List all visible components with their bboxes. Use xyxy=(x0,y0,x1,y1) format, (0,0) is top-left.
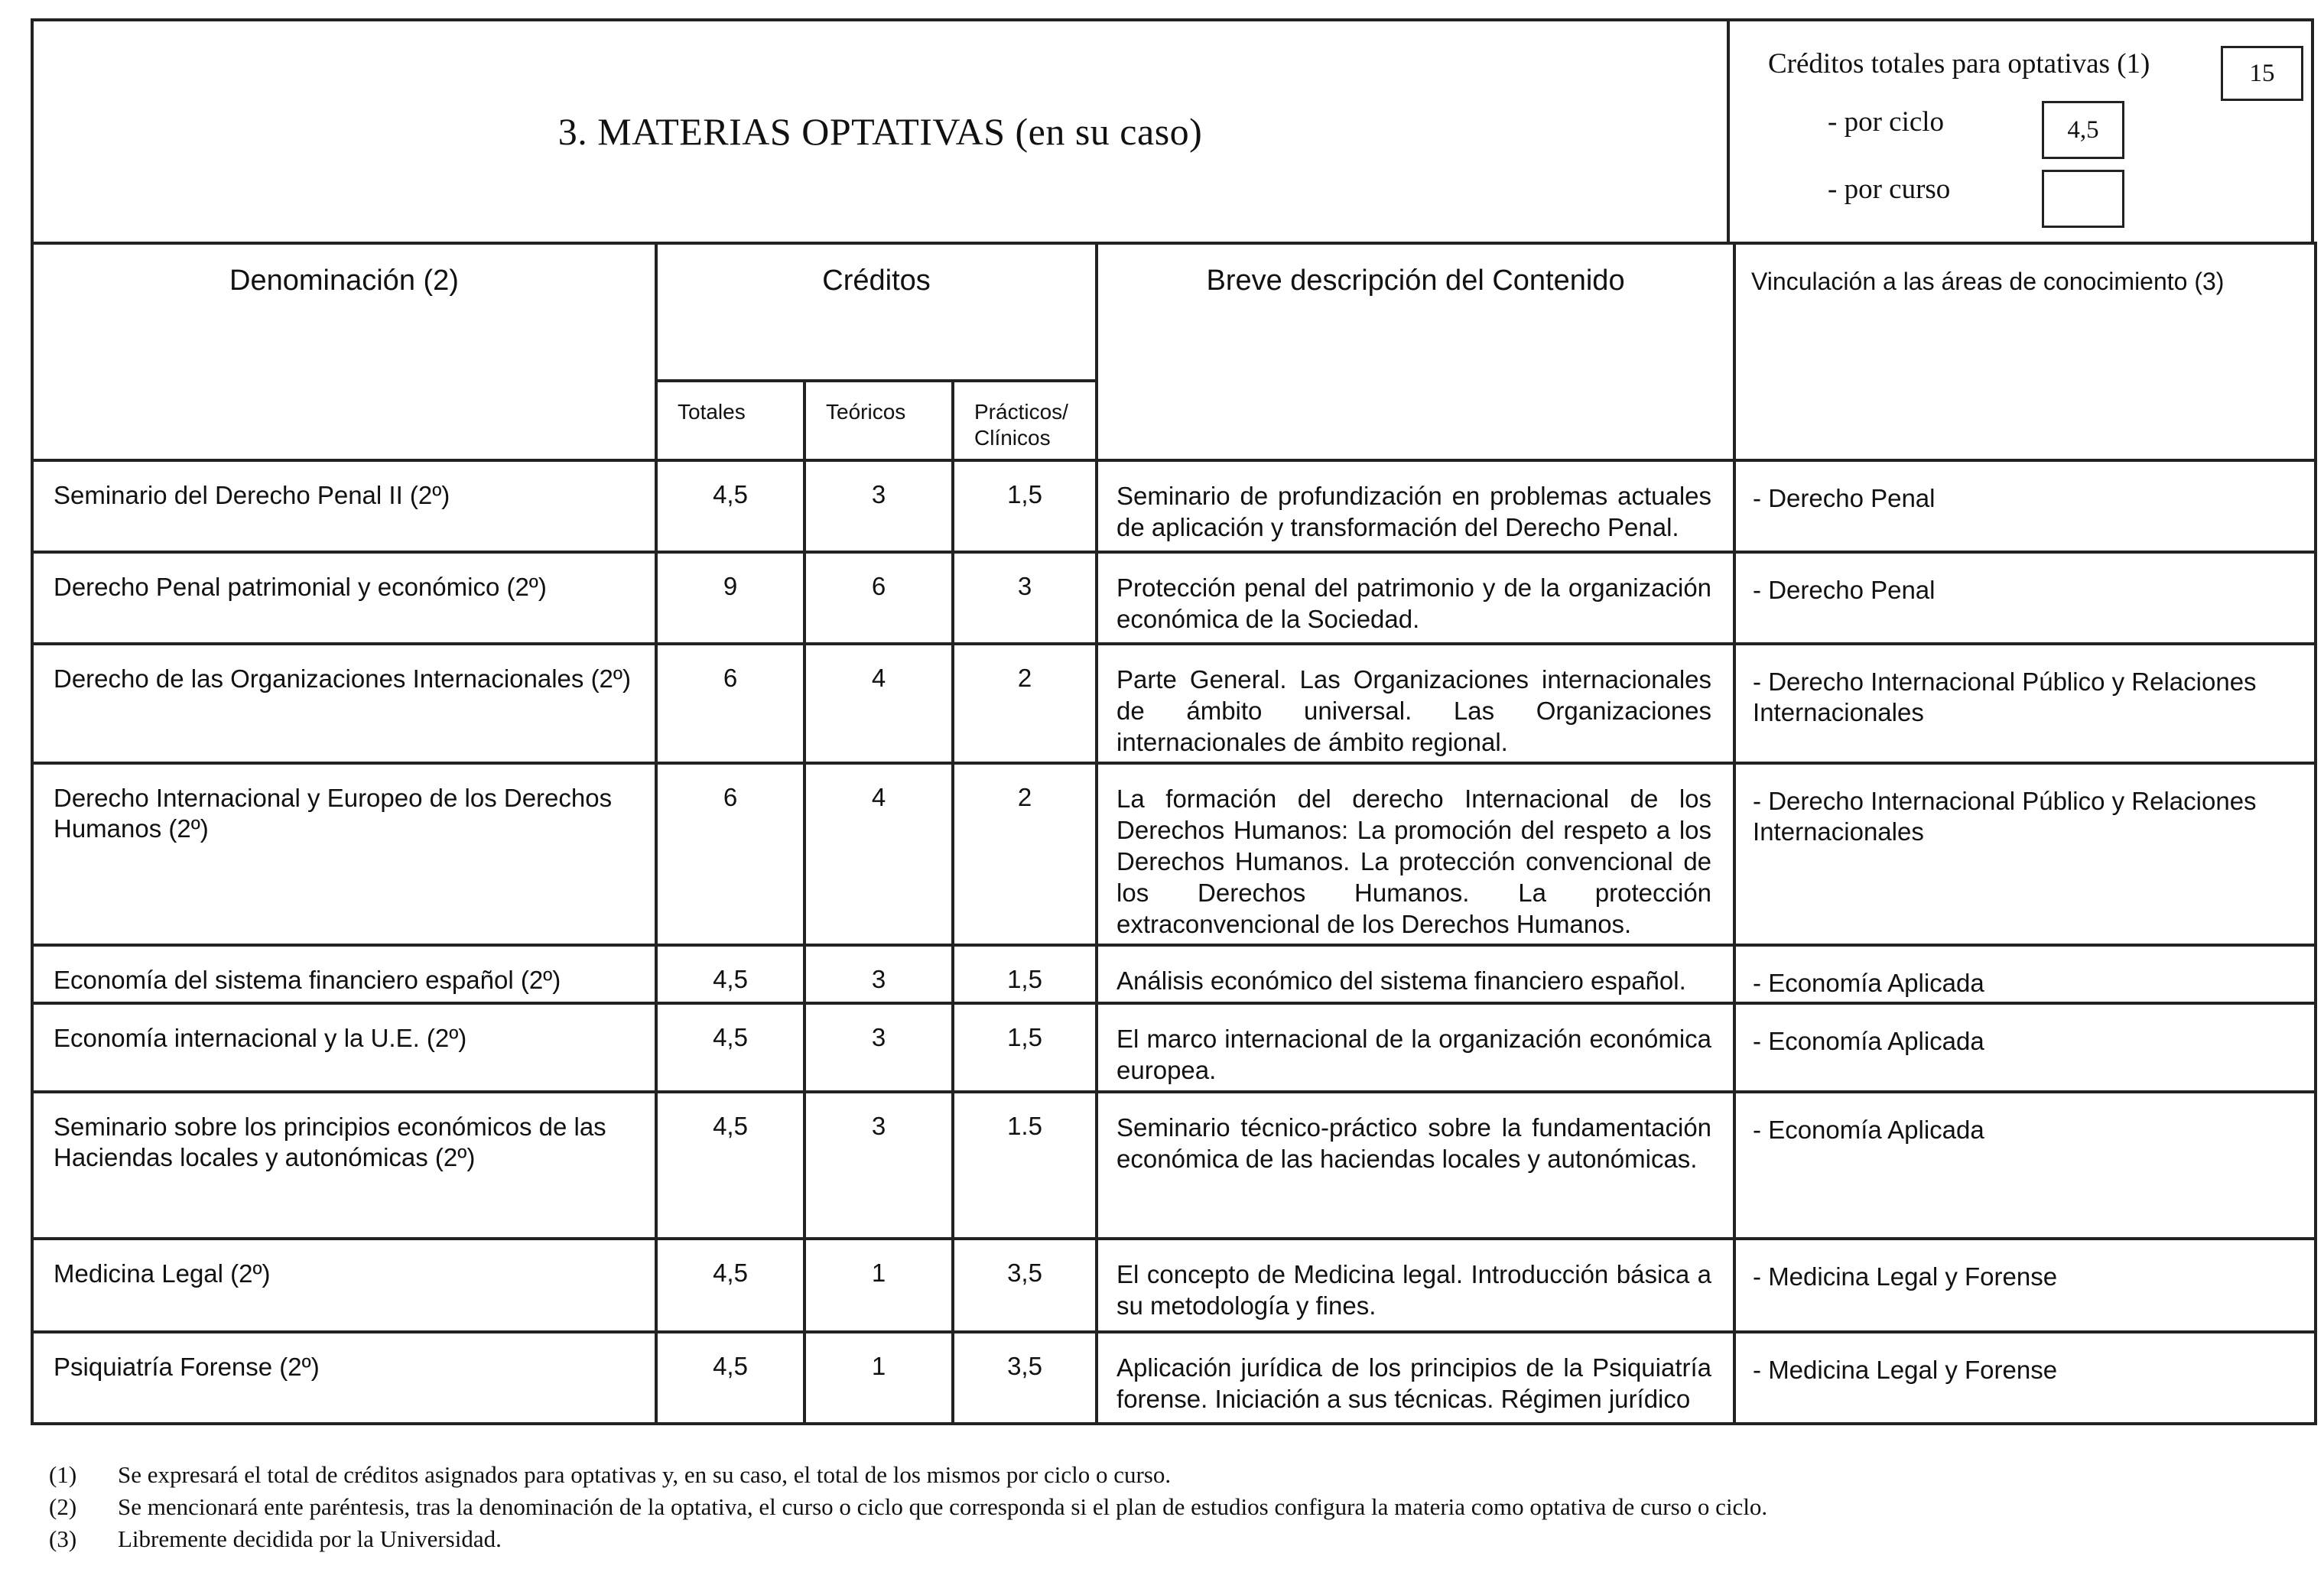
form-frame xyxy=(31,18,2314,1425)
page-title: 3. MATERIAS OPTATIVAS (en su caso) xyxy=(557,110,1203,153)
footnote-number: (3) xyxy=(49,1525,77,1552)
footnote xyxy=(49,1459,1767,1491)
creditos-totales-box xyxy=(2221,46,2303,101)
footnote-text: Se expresará el total de créditos asignados para optativas y, en su caso, el total de los mismos por ciclo o curso. xyxy=(118,1461,1172,1488)
creditos-totales-label: Créditos totales para optativas (1) xyxy=(1768,48,2150,80)
row-name: Seminario del Derecho Penal II (2º) xyxy=(32,460,656,552)
row-name: Seminario sobre los principios económicos de las Haciendas locales y autonómicas (2º) xyxy=(32,1092,656,1239)
por-ciclo-label: - por ciclo xyxy=(1828,106,1945,138)
col-totales: Totales xyxy=(656,381,804,460)
row-teoricos: 6 xyxy=(804,552,953,644)
row-teoricos: 3 xyxy=(804,945,953,1003)
table-row xyxy=(32,1332,2316,1424)
row-totales: 6 xyxy=(656,644,804,763)
row-area: - Economía Aplicada xyxy=(1734,1003,2316,1092)
por-curso-label: - por curso xyxy=(1828,174,1951,205)
row-teoricos: 3 xyxy=(804,1092,953,1239)
row-descripcion: Seminario de profundización en problemas actuales de aplicación y transformación del Derecho Penal. xyxy=(1097,460,1734,552)
row-name: Medicina Legal (2º) xyxy=(32,1239,656,1332)
por-ciclo-box xyxy=(2042,101,2124,159)
footnote-text: Libremente decidida por la Universidad. xyxy=(118,1525,502,1552)
row-practicos: 1,5 xyxy=(953,1003,1097,1092)
row-totales: 4,5 xyxy=(656,945,804,1003)
optativas-table xyxy=(31,242,2317,1425)
table-row xyxy=(32,552,2316,644)
row-descripcion: Parte General. Las Organizaciones internacionales de ámbito universal. Las Organizaciones internacionales de ámbito regional. xyxy=(1097,644,1734,763)
row-totales: 9 xyxy=(656,552,804,644)
row-area: - Medicina Legal y Forense xyxy=(1734,1239,2316,1332)
row-area: - Derecho Internacional Público y Relaciones Internacionales xyxy=(1734,644,2316,763)
table-row xyxy=(32,763,2316,945)
row-practicos: 2 xyxy=(953,644,1097,763)
row-area: - Economía Aplicada xyxy=(1734,1092,2316,1239)
row-descripcion: El marco internacional de la organización económica europea. xyxy=(1097,1003,1734,1092)
row-totales: 4,5 xyxy=(656,460,804,552)
row-practicos: 3 xyxy=(953,552,1097,644)
col-denominacion: Denominación (2) xyxy=(32,243,656,460)
row-name: Economía internacional y la U.E. (2º) xyxy=(32,1003,656,1092)
footnotes xyxy=(49,1459,1767,1555)
col-creditos: Créditos xyxy=(656,243,1097,381)
header-section xyxy=(31,18,2314,242)
row-name: Derecho de las Organizaciones Internacionales (2º) xyxy=(32,644,656,763)
row-descripcion: Protección penal del patrimonio y de la organización económica de la Sociedad. xyxy=(1097,552,1734,644)
footnote-number: (1) xyxy=(49,1461,77,1488)
row-name: Psiquiatría Forense (2º) xyxy=(32,1332,656,1424)
col-vinculacion: Vinculación a las áreas de conocimiento (3) xyxy=(1734,243,2316,460)
row-practicos: 1,5 xyxy=(953,460,1097,552)
row-practicos: 1.5 xyxy=(953,1092,1097,1239)
footnote xyxy=(49,1491,1767,1523)
row-practicos: 3,5 xyxy=(953,1239,1097,1332)
row-teoricos: 1 xyxy=(804,1332,953,1424)
creditos-totales-value: 15 xyxy=(2249,59,2275,87)
row-descripcion: Aplicación jurídica de los principios de la Psiquiatría forense. Iniciación a sus técnicas. Régimen jurídico xyxy=(1097,1332,1734,1424)
title-cell xyxy=(34,21,1730,242)
row-teoricos: 3 xyxy=(804,1003,953,1092)
row-area: - Derecho Penal xyxy=(1734,460,2316,552)
row-totales: 4,5 xyxy=(656,1092,804,1239)
row-descripcion: Seminario técnico-práctico sobre la fundamentación económica de las haciendas locales y autonómicas. xyxy=(1097,1092,1734,1239)
row-practicos: 2 xyxy=(953,763,1097,945)
row-name: Economía del sistema financiero español (2º) xyxy=(32,945,656,1003)
row-name: Derecho Penal patrimonial y económico (2º) xyxy=(32,552,656,644)
table-row xyxy=(32,1003,2316,1092)
row-teoricos: 4 xyxy=(804,644,953,763)
row-area: - Medicina Legal y Forense xyxy=(1734,1332,2316,1424)
por-ciclo-value: 4,5 xyxy=(2067,115,2099,144)
footnote-text: Se mencionará ente paréntesis, tras la denominación de la optativa, el curso o ciclo que corresponda si el plan de estudios configura la materia como optativa de curso o ciclo. xyxy=(118,1493,1768,1520)
row-area: - Economía Aplicada xyxy=(1734,945,2316,1003)
row-practicos: 1,5 xyxy=(953,945,1097,1003)
footnote-number: (2) xyxy=(49,1493,77,1520)
row-descripcion: El concepto de Medicina legal. Introducción básica a su metodología y fines. xyxy=(1097,1239,1734,1332)
col-teoricos: Teóricos xyxy=(804,381,953,460)
row-totales: 4,5 xyxy=(656,1239,804,1332)
row-area: - Derecho Penal xyxy=(1734,552,2316,644)
col-descripcion: Breve descripción del Contenido xyxy=(1097,243,1734,460)
footnote xyxy=(49,1523,1767,1555)
table-row xyxy=(32,945,2316,1003)
row-name: Derecho Internacional y Europeo de los Derechos Humanos (2º) xyxy=(32,763,656,945)
row-totales: 6 xyxy=(656,763,804,945)
table-row xyxy=(32,644,2316,763)
row-teoricos: 4 xyxy=(804,763,953,945)
table-row xyxy=(32,1092,2316,1239)
table-row xyxy=(32,1239,2316,1332)
row-teoricos: 1 xyxy=(804,1239,953,1332)
row-descripcion: La formación del derecho Internacional de los Derechos Humanos: La promoción del respeto a los Derechos Humanos. La protección convencional de los Derechos Humanos. La protección extraconvencional de los Derechos Humanos. xyxy=(1097,763,1734,945)
row-area: - Derecho Internacional Público y Relaciones Internacionales xyxy=(1734,763,2316,945)
row-totales: 4,5 xyxy=(656,1003,804,1092)
row-totales: 4,5 xyxy=(656,1332,804,1424)
row-practicos: 3,5 xyxy=(953,1332,1097,1424)
table-row xyxy=(32,460,2316,552)
por-curso-box xyxy=(2042,170,2124,228)
row-teoricos: 3 xyxy=(804,460,953,552)
col-practicos: Prácticos/ Clínicos xyxy=(953,381,1097,460)
row-descripcion: Análisis económico del sistema financiero español. xyxy=(1097,945,1734,1003)
credits-summary xyxy=(1730,21,2311,242)
